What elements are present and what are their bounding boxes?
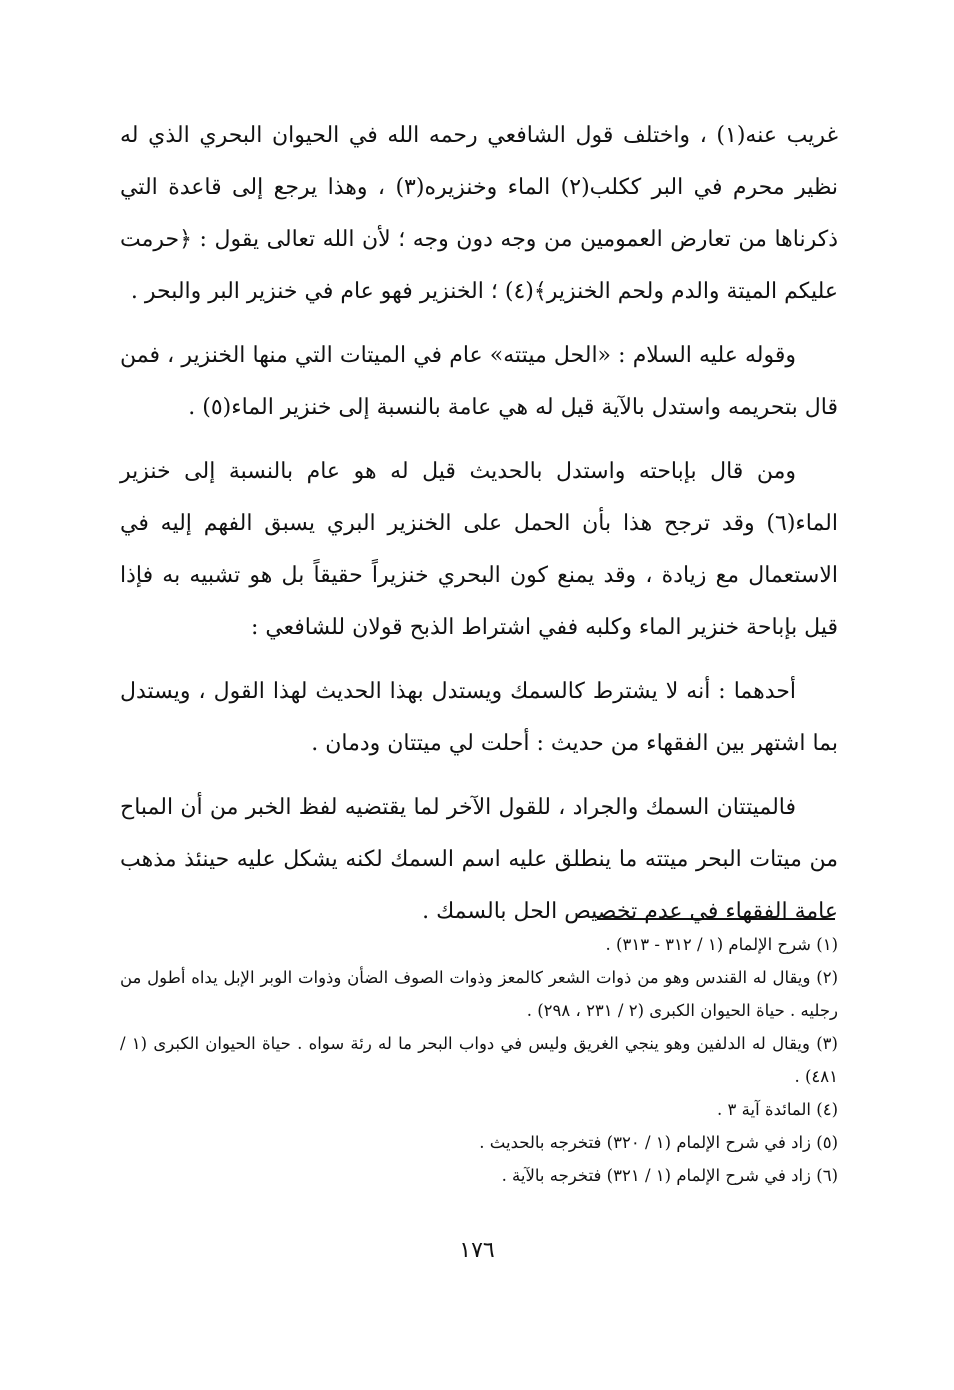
paragraph-2: وقوله عليه السلام : «الحل ميتته» عام في الميتات التي منها الخنزير ، فمن قال بتحريمه واستدل بالآية قيل له هي عامة بالنسبة إلى خنزير الماء(٥) . [120,343,838,420]
page-number: ١٧٦ [459,1238,495,1263]
footnote-6: (٦) زاد في شرح الإلمام (١ / ٣٢١) فتخرجه بالآية . [501,1166,838,1185]
paragraph-3: ومن قال بإباحته واستدل بالحديث قيل له هو عام بالنسبة إلى خنزير الماء(٦) وقد ترجح هذا بأن الحمل على الخنزير البري يسبق الفهم إليه في الاستعمال مع زيادة ، وقد يمنع كون البحري خنزيراً حقيقاً بل هو تشبيه به فإذا قيل بإباحة خنزير الماء وكلبه ففي اشتراط الذبح قولان للشافعي : [120,459,838,640]
footnote-separator [597,918,835,920]
main-text [120,110,838,950]
footnote-5: (٥) زاد في شرح الإلمام (١ / ٣٢٠) فتخرجه بالحديث . [479,1133,838,1152]
paragraph-5: فالميتتان السمك والجراد ، للقول الآخر لما يقتضيه لفظ الخبر من أن المباح من ميتات البحر ميتته ما ينطلق عليه اسم السمك لكنه يشكل عليه حينئذ مذهب عامة الفقهاء في عدم تخصيص الحل بالسمك . [120,795,838,924]
paragraph-4: أحدهما : أنه لا يشترط كالسمك ويستدل بهذا الحديث لهذا القول ، ويستدل بما اشتهر بين الفقهاء من حديث : أحلت لي ميتتان ودمان . [120,679,838,756]
footnote-4: (٤) المائدة آية ٣ . [717,1100,838,1119]
paragraph-1: غريب عنه(١) ، واختلف قول الشافعي رحمه الله في الحيوان البحري الذي له نظير محرم في البر ككلب(٢) الماء وخنزيره(٣) ، وهذا يرجع إلى قاعدة التي ذكرناها من تعارض العمومين من وجه دون وجه ؛ لأن الله تعالى يقول : ﴿حرمت عليكم الميتة والدم ولحم الخنزير﴾(٤) ؛ الخنزير فهو عام في خنزير البر والبحر . [120,123,839,304]
footnote-1: (١) شرح الإلمام (١ / ٣١٢ - ٣١٣) . [605,935,838,954]
footnote-3: (٣) ويقال له الدلفين وهو ينجي الغريق وليس في دواب البحر ما له رئة سواه . حياة الحيوان الكبرى (١ / ٤٨١) . [120,1034,838,1086]
footnote-2: (٢) ويقال له القندس وهو من ذوات الشعر كالمعز وذوات الصوف الضأن وذوات الوبر الإبل يداه أطول من رجليه . حياة الحيوان الكبرى (٢ / ٢٣١ ، ٢٩٨) . [120,968,838,1020]
footnotes [120,928,838,1192]
